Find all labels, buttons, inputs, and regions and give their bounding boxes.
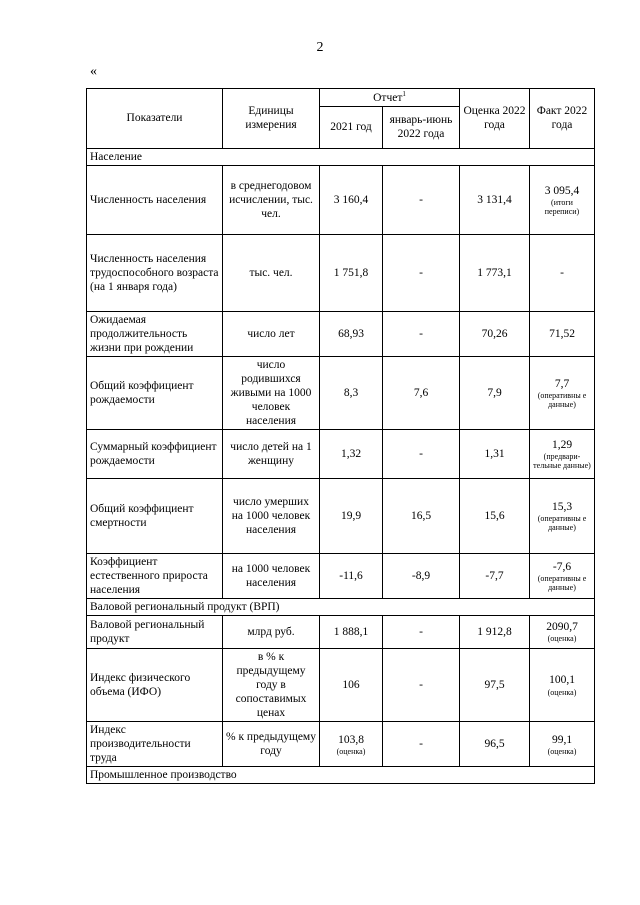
row-fact-2022	[530, 356, 595, 429]
row-unit: в % к предыдущему году в сопоставимых ценах	[223, 649, 320, 722]
fact-note: (оценка)	[547, 687, 577, 697]
fact-note: (итоги переписи)	[544, 197, 580, 216]
row-fact-2022	[530, 649, 595, 722]
fact-value: 99,1	[551, 733, 573, 746]
row-name: Индекс производительности труда	[87, 722, 223, 767]
row-jan-jun-2022: -8,9	[383, 553, 460, 598]
row-2021: 1,32	[320, 429, 383, 478]
row-unit: число детей на 1 женщину	[223, 429, 320, 478]
row-unit: число родившихся живыми на 1000 человек населения	[223, 356, 320, 429]
fact-note: (предвари-тельные данные)	[533, 451, 591, 470]
fact-value: 3 095,4	[544, 184, 580, 197]
header-2021: 2021 год	[320, 106, 383, 148]
row-jan-jun-2022: -	[383, 429, 460, 478]
fact-note: (оценка)	[547, 634, 577, 644]
table-row	[87, 649, 595, 722]
row-fact-2022	[530, 553, 595, 598]
table-row	[87, 553, 595, 598]
fact-note: (оперативны е данные)	[537, 513, 587, 532]
row-fact-2022	[530, 429, 595, 478]
row-name: Общий коэффициент рождаемости	[87, 356, 223, 429]
row-unit: тыс. чел.	[223, 234, 320, 311]
row-fact-2022: 71,52	[530, 311, 595, 356]
fact-value: 15,3	[551, 500, 573, 513]
row-fact-2022: -	[530, 234, 595, 311]
section-grp: Валовой региональный продукт (ВРП)	[87, 599, 595, 616]
row-jan-jun-2022: -	[383, 616, 460, 649]
row-2021	[320, 722, 383, 767]
fact-note: (оперативны е данные)	[537, 573, 587, 593]
row-estimate-2022: 70,26	[460, 311, 530, 356]
table-row	[87, 356, 595, 429]
table-row	[87, 429, 595, 478]
table-row	[87, 311, 595, 356]
row-unit: млрд руб.	[223, 616, 320, 649]
row-jan-jun-2022: -	[383, 722, 460, 767]
row-unit: число умерших на 1000 человек населения	[223, 478, 320, 553]
row-fact-2022	[530, 722, 595, 767]
row-name: Ожидаемая продолжительность жизни при рождении	[87, 311, 223, 356]
row-2021: -11,6	[320, 553, 383, 598]
fact-value: -7,6	[552, 560, 572, 573]
fact-value: 100,1	[549, 674, 575, 687]
section-industry: Промышленное производство	[87, 767, 595, 784]
row-2021: 3 160,4	[320, 165, 383, 234]
row-fact-2022	[530, 616, 595, 649]
row-estimate-2022: 97,5	[460, 649, 530, 722]
header-report	[320, 89, 460, 107]
row-unit: число лет	[223, 311, 320, 356]
row-name: Численность населения трудоспособного возраста (на 1 января года)	[87, 234, 223, 311]
header-report-label: Отчет	[373, 91, 403, 104]
row-name: Индекс физического объема (ИФО)	[87, 649, 223, 722]
fact-value: 2090,7	[546, 621, 578, 634]
fact-note: (оперативны е данные)	[537, 390, 587, 409]
row-2021: 19,9	[320, 478, 383, 553]
table-row	[87, 165, 595, 234]
row-estimate-2022: 3 131,4	[460, 165, 530, 234]
row-unit: в среднегодовом исчислении, тыс. чел.	[223, 165, 320, 234]
row-estimate-2022: 1,31	[460, 429, 530, 478]
table-row	[87, 234, 595, 311]
header-jan-jun-2022: январь-июнь 2022 года	[383, 106, 460, 148]
row-jan-jun-2022: -	[383, 311, 460, 356]
row-name: Общий коэффициент смертности	[87, 478, 223, 553]
row-unit: на 1000 человек населения	[223, 553, 320, 598]
fact-value: 7,7	[554, 377, 570, 390]
row-fact-2022	[530, 478, 595, 553]
row-estimate-2022: 1 773,1	[460, 234, 530, 311]
row-jan-jun-2022: -	[383, 234, 460, 311]
row-name: Суммарный коэффициент рождаемости	[87, 429, 223, 478]
row-jan-jun-2022: -	[383, 165, 460, 234]
row-jan-jun-2022: 16,5	[383, 478, 460, 553]
table-row	[87, 722, 595, 767]
y2021-value: 103,8	[338, 733, 364, 746]
header-indicators: Показатели	[87, 89, 223, 149]
header-units: Единицы измерения	[223, 89, 320, 149]
page-number: 2	[316, 40, 324, 55]
row-estimate-2022: 96,5	[460, 722, 530, 767]
row-jan-jun-2022: 7,6	[383, 356, 460, 429]
section-population: Население	[87, 148, 595, 165]
row-name: Численность населения	[87, 165, 223, 234]
row-estimate-2022: 15,6	[460, 478, 530, 553]
row-estimate-2022: -7,7	[460, 553, 530, 598]
row-estimate-2022: 7,9	[460, 356, 530, 429]
row-2021: 1 888,1	[320, 616, 383, 649]
row-2021: 68,93	[320, 311, 383, 356]
open-quote-mark: «	[90, 64, 97, 79]
indicators-table	[86, 88, 595, 784]
row-estimate-2022: 1 912,8	[460, 616, 530, 649]
table-row	[87, 616, 595, 649]
row-2021: 1 751,8	[320, 234, 383, 311]
fact-note: (оценка)	[547, 746, 577, 756]
row-jan-jun-2022: -	[383, 649, 460, 722]
fact-value: 1,29	[551, 438, 573, 451]
row-name: Коэффициент естественного прироста населения	[87, 553, 223, 598]
row-unit: % к предыдущему году	[223, 722, 320, 767]
row-name: Валовой региональный продукт	[87, 616, 223, 649]
report-footnote-mark: 1	[402, 90, 406, 98]
header-estimate-2022: Оценка 2022 года	[460, 89, 530, 149]
row-fact-2022	[530, 165, 595, 234]
header-fact-2022: Факт 2022 года	[530, 89, 595, 149]
table-row	[87, 478, 595, 553]
y2021-note: (оценка)	[336, 746, 366, 756]
row-2021: 8,3	[320, 356, 383, 429]
row-2021: 106	[320, 649, 383, 722]
